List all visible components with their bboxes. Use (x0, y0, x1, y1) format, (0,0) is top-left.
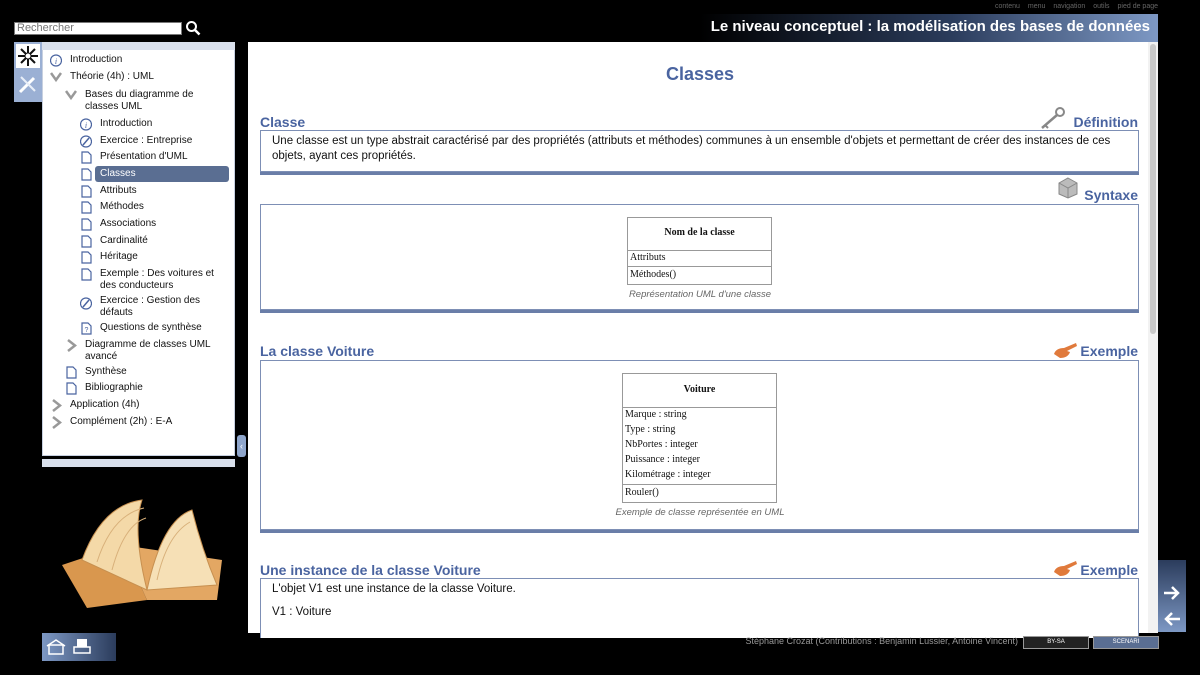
nav-item[interactable]: Héritage (100, 251, 138, 262)
nav-item[interactable]: Synthèse (85, 366, 127, 377)
nav-item[interactable]: Bibliographie (85, 382, 143, 393)
nav-item[interactable]: Cardinalité (100, 235, 148, 246)
page-icon (80, 218, 92, 231)
svg-text:i: i (54, 57, 58, 66)
license-badge[interactable]: BY-SA (1023, 636, 1089, 649)
question-icon (80, 322, 92, 335)
nav-item[interactable]: Classes (95, 166, 229, 182)
next-arrow-icon[interactable] (1162, 584, 1182, 602)
voiture-caption: Exemple de classe représentée en UML (615, 507, 785, 518)
chevron-down-icon[interactable] (50, 70, 62, 83)
access-link-footer[interactable]: pied de page (1117, 3, 1158, 10)
uml-divider (628, 250, 771, 251)
nav-item[interactable]: Présentation d'UML (100, 151, 188, 162)
uml-methods: Méthodes() (630, 269, 677, 280)
box-divider (260, 310, 1139, 313)
uml-class-name: Nom de la classe (664, 227, 735, 238)
page-icon (65, 366, 77, 379)
chevron-right-icon[interactable] (50, 416, 62, 429)
nav-item[interactable]: Questions de synthèse (100, 322, 202, 333)
uml-attribute: Type : string (625, 424, 676, 435)
page-title: Classes (665, 64, 735, 84)
svg-text:?: ? (84, 327, 89, 334)
page-icon (65, 382, 77, 395)
access-link-content[interactable]: contenu (995, 3, 1020, 10)
page-icon (80, 185, 92, 198)
chevron-down-icon[interactable] (65, 88, 77, 101)
logo-star-icon[interactable] (16, 44, 40, 68)
section-type-definition: Définition (1073, 114, 1138, 130)
nav-item[interactable]: Introduction (70, 54, 123, 65)
chevron-right-icon[interactable] (65, 339, 77, 352)
box-divider (260, 172, 1139, 175)
section-title-voiture: La classe Voiture (260, 343, 375, 359)
nav-item[interactable]: Associations (100, 218, 157, 229)
page-icon (80, 268, 92, 281)
print-icon[interactable] (72, 638, 92, 656)
nav-item[interactable]: Attributs (100, 185, 137, 196)
nav-collapse-button[interactable]: ‹ (237, 435, 246, 457)
uml-attribute: NbPortes : integer (625, 439, 698, 450)
page-icon (80, 168, 92, 181)
nav-item[interactable]: Exercice : Entreprise (100, 135, 193, 146)
access-link-menu[interactable]: menu (1027, 3, 1046, 10)
svg-text:i: i (84, 121, 88, 130)
section-type-exemple: Exemple (1080, 343, 1138, 359)
page-icon (80, 251, 92, 264)
info-icon (80, 118, 92, 131)
uml-divider (623, 407, 776, 408)
nav-item[interactable]: Application (4h) (70, 399, 140, 410)
page-icon (80, 235, 92, 248)
uml-divider (623, 484, 776, 485)
nav-item[interactable]: Exercice : Gestion des défauts (100, 295, 201, 318)
uml-method: Rouler() (625, 487, 659, 498)
access-link-tools[interactable]: outils (1093, 3, 1110, 10)
access-link-navigation[interactable]: navigation (1053, 3, 1086, 10)
page-icon (80, 151, 92, 164)
nav-item[interactable]: Théorie (4h) : UML (70, 71, 154, 82)
scrollbar-thumb[interactable] (1150, 44, 1156, 334)
instance-text: L'objet V1 est une instance de la classe Voiture. (272, 583, 516, 595)
nav-item[interactable]: Méthodes (100, 201, 144, 212)
uml-class-diagram (627, 217, 772, 285)
tools-icon[interactable] (16, 72, 40, 96)
site-title: Le niveau conceptuel : la modélisation des bases de données (710, 18, 1150, 35)
footer-credit: Stéphane Crozat (Contributions : Benjamin Lussier, Antoine Vincent) (745, 636, 1018, 646)
nav-item[interactable]: Introduction (100, 118, 153, 129)
syntax-caption: Représentation UML d'une classe (628, 289, 772, 300)
nav-scroll-down[interactable] (42, 459, 235, 467)
section-type-exemple: Exemple (1080, 562, 1138, 578)
nav-item[interactable]: Exemple : Des voitures et des conducteurs (100, 268, 214, 291)
uml-attribute: Marque : string (625, 409, 687, 420)
search-input[interactable] (14, 22, 182, 35)
uml-attribute: Puissance : integer (625, 454, 700, 465)
section-title-classe: Classe (260, 114, 306, 130)
uml-class-name: Voiture (683, 384, 716, 395)
nav-scroll-up[interactable] (42, 42, 235, 50)
info-icon (50, 54, 62, 67)
uml-voiture-diagram (622, 373, 777, 503)
section-title-instance: Une instance de la classe Voiture (260, 562, 481, 578)
page-icon (80, 201, 92, 214)
definition-text: Une classe est un type abstrait caractérisé par des propriétés (attributs et méthodes) communes à un ensemble d'objets et permettant de créer des instances de ces objets, ayant ces propriétés. (272, 135, 1111, 162)
section-type-syntaxe: Syntaxe (1084, 187, 1138, 203)
home-icon[interactable] (46, 638, 66, 656)
uml-attributes: Attributs (630, 252, 666, 263)
uml-attribute: Kilométrage : integer (625, 469, 711, 480)
book-illustration (52, 490, 230, 610)
access-links (989, 3, 1158, 10)
exercise-icon (80, 135, 92, 148)
nav-item[interactable]: Diagramme de classes UML avancé (85, 339, 211, 362)
scenari-badge[interactable]: SCENARI (1093, 636, 1159, 649)
nav-item[interactable]: Bases du diagramme de classes UML (85, 89, 194, 112)
uml-divider (628, 266, 771, 267)
exercise-icon (80, 297, 92, 310)
nav-item[interactable]: Complément (2h) : E-A (70, 416, 173, 427)
box-divider (260, 530, 1139, 533)
chevron-right-icon[interactable] (50, 399, 62, 412)
previous-arrow-icon[interactable] (1162, 610, 1182, 628)
search-icon[interactable] (185, 20, 201, 36)
instance-text: V1 : Voiture (272, 606, 332, 618)
